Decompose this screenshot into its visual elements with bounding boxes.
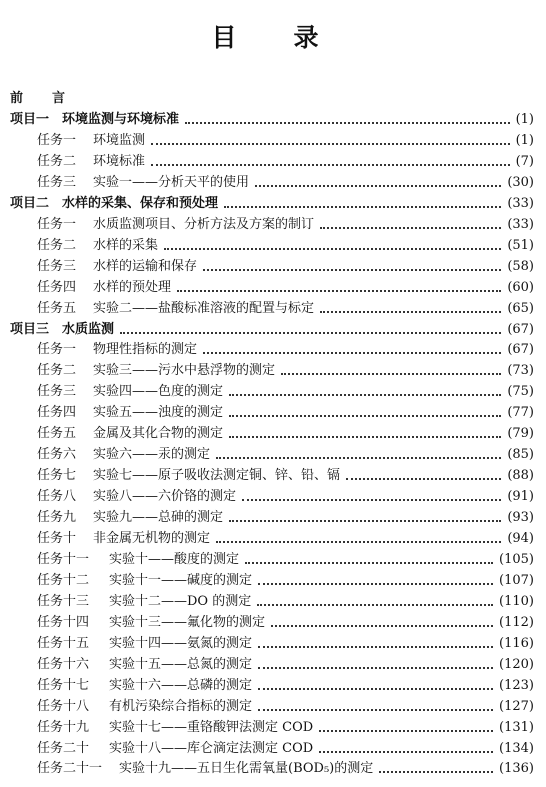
page-number: (131) — [499, 719, 534, 735]
entry-title: 实验十四——氨氮的测定 — [109, 635, 253, 651]
entry-label: 任务二 — [37, 363, 77, 379]
entry-label: 任务三 — [37, 258, 77, 274]
entry-title: 实验五——浊度的测定 — [93, 405, 224, 421]
entry-label: 任务四 — [37, 279, 77, 295]
entry-label: 任务一 — [37, 216, 77, 232]
toc-task-entry[interactable] — [0, 423, 546, 444]
toc-task-entry[interactable] — [0, 381, 546, 402]
toc-task-entry[interactable] — [0, 570, 546, 591]
entry-label: 任务七 — [37, 468, 77, 484]
preface-label: 前 言 — [10, 91, 74, 106]
entry-title: 环境监测 — [93, 132, 146, 148]
entry-title: 实验八——六价铬的测定 — [93, 489, 237, 505]
dot-leader — [120, 331, 501, 334]
entry-label: 任务十三 — [37, 593, 90, 609]
page-number: (93) — [507, 510, 534, 526]
dot-leader — [151, 142, 510, 145]
toc-task-entry[interactable] — [0, 758, 546, 779]
dot-leader — [258, 687, 493, 690]
entry-title: 水质监测项目、分析方法及方案的制订 — [93, 216, 315, 232]
entry-title: 水样的预处理 — [93, 279, 172, 295]
page-number: (77) — [507, 405, 534, 421]
entry-label: 任务八 — [37, 489, 77, 505]
entry-title: 实验十二——DO 的测定 — [109, 593, 252, 609]
toc-task-entry[interactable] — [0, 402, 546, 423]
dot-leader — [257, 603, 493, 606]
page-number: (33) — [507, 195, 534, 211]
page-number: (65) — [507, 300, 534, 316]
page-number: (60) — [507, 279, 534, 295]
page-number: (33) — [507, 216, 534, 232]
entry-title: 非金属无机物的测定 — [93, 531, 211, 546]
toc-task-entry[interactable] — [0, 465, 546, 486]
toc-task-entry[interactable] — [0, 444, 546, 465]
toc-task-entry[interactable] — [0, 214, 546, 235]
dot-leader — [151, 163, 510, 166]
toc-task-entry[interactable] — [0, 486, 546, 507]
dot-leader — [258, 666, 493, 669]
entry-title: 环境标准 — [93, 153, 146, 169]
toc-task-entry[interactable] — [0, 339, 546, 360]
entry-title: 实验一——分析天平的使用 — [93, 174, 250, 190]
entry-label: 任务四 — [37, 405, 77, 421]
dot-leader — [203, 268, 501, 271]
entry-title: 水样的采集 — [93, 237, 159, 253]
dot-leader — [242, 498, 501, 501]
page-number: (79) — [507, 426, 534, 442]
entry-title: 实验十五——总氮的测定 — [109, 656, 253, 672]
entry-label: 任务十五 — [37, 635, 90, 651]
dot-leader — [258, 645, 493, 648]
dot-leader — [281, 372, 501, 375]
page-number: (1) — [515, 132, 534, 148]
toc-task-entry[interactable] — [0, 654, 546, 675]
dot-leader — [185, 121, 510, 124]
dot-leader — [229, 414, 501, 417]
page-number: (1) — [515, 112, 534, 127]
toc-project-entry[interactable] — [0, 109, 546, 130]
dot-leader — [245, 561, 493, 564]
page-number: (123) — [499, 677, 534, 693]
dot-leader — [379, 770, 493, 773]
entry-title: 水质监测 — [62, 321, 115, 337]
entry-label: 任务十 — [37, 531, 77, 546]
entry-label: 任务二 — [37, 237, 77, 253]
dot-leader — [319, 729, 493, 732]
toc-task-entry[interactable] — [0, 738, 546, 759]
entry-title: 实验十一——碱度的测定 — [109, 572, 253, 588]
page-number: (75) — [507, 384, 534, 400]
dot-leader — [346, 477, 501, 480]
toc-task-entry[interactable] — [0, 675, 546, 696]
entry-title: 实验十三——氟化物的测定 — [109, 614, 266, 630]
page-number: (91) — [507, 489, 534, 505]
page-number: (67) — [507, 342, 534, 358]
dot-leader — [255, 184, 501, 187]
dot-leader — [271, 624, 493, 627]
dot-leader — [203, 351, 501, 354]
entry-title: 实验六——汞的测定 — [93, 447, 211, 463]
entry-label: 任务十二 — [37, 572, 90, 588]
page-number: (127) — [499, 698, 534, 714]
toc-task-entry[interactable] — [0, 130, 546, 151]
page-number: (116) — [499, 635, 534, 651]
entry-title: 实验十九——五日生化需氧量(BOD₅)的测定 — [119, 761, 374, 777]
toc-task-entry[interactable] — [0, 528, 546, 549]
entry-title: 水样的运输和保存 — [93, 258, 198, 274]
toc-task-entry[interactable] — [0, 360, 546, 381]
entry-label: 任务十六 — [37, 656, 90, 672]
dot-leader — [258, 708, 493, 711]
page-number: (67) — [507, 321, 534, 337]
entry-title: 实验十六——总磷的测定 — [109, 677, 253, 693]
entry-label: 任务六 — [37, 447, 77, 463]
page-number: (94) — [507, 531, 534, 546]
entry-title: 实验十八——库仑滴定法测定 COD — [109, 740, 314, 756]
entry-label: 任务二 — [37, 153, 77, 169]
dot-leader — [216, 456, 501, 459]
entry-label: 任务十八 — [37, 698, 90, 714]
toc-task-entry[interactable] — [0, 256, 546, 277]
toc-task-entry[interactable] — [0, 717, 546, 738]
toc-task-entry[interactable] — [0, 549, 546, 570]
page-number: (112) — [499, 614, 534, 630]
dot-leader — [164, 247, 501, 250]
toc-preface[interactable] — [10, 88, 530, 109]
entry-label: 任务十九 — [37, 719, 90, 735]
entry-title: 物理性指标的测定 — [93, 342, 198, 358]
dot-leader — [224, 205, 501, 208]
toc-task-entry[interactable] — [0, 612, 546, 633]
entry-title: 实验二——盐酸标准溶液的配置与标定 — [93, 300, 315, 316]
toc-task-entry[interactable] — [0, 235, 546, 256]
entry-label: 任务十四 — [37, 614, 90, 630]
dot-leader — [320, 310, 501, 313]
entry-label: 任务一 — [37, 132, 77, 148]
dot-leader — [229, 435, 501, 438]
dot-leader — [216, 540, 501, 543]
entry-title: 实验七——原子吸收法测定铜、锌、铅、镉 — [93, 468, 341, 484]
entry-title: 实验四——色度的测定 — [93, 384, 224, 400]
toc-task-entry[interactable] — [0, 633, 546, 654]
toc-task-entry[interactable] — [0, 298, 546, 319]
toc-task-entry[interactable] — [0, 591, 546, 612]
dot-leader — [229, 393, 501, 396]
toc-task-entry[interactable] — [0, 151, 546, 172]
entry-title: 实验三——污水中悬浮物的测定 — [93, 363, 276, 379]
page-number: (30) — [507, 174, 534, 190]
dot-leader — [319, 750, 493, 753]
page-number: (134) — [499, 740, 534, 756]
entry-label: 项目三 — [10, 321, 50, 337]
entry-title: 金属及其化合物的测定 — [93, 426, 224, 442]
page-number: (120) — [499, 656, 534, 672]
page-number: (51) — [507, 237, 534, 253]
page-number: (7) — [515, 153, 534, 169]
dot-leader — [258, 582, 493, 585]
entry-title: 实验十——酸度的测定 — [109, 551, 240, 567]
toc-task-entry[interactable] — [0, 507, 546, 528]
page-number: (110) — [499, 593, 534, 609]
entry-title: 环境监测与环境标准 — [62, 112, 180, 127]
page-number: (73) — [507, 363, 534, 379]
page-number: (105) — [499, 551, 534, 567]
entry-label: 任务五 — [37, 426, 77, 442]
entry-label: 任务一 — [37, 342, 77, 358]
page-number: (107) — [499, 572, 534, 588]
entry-label: 任务三 — [37, 174, 77, 190]
toc-project-entry[interactable] — [0, 193, 546, 214]
dot-leader — [320, 226, 501, 229]
entry-title: 实验十七——重铬酸钾法测定 COD — [109, 719, 314, 735]
entry-label: 任务十一 — [37, 551, 90, 567]
entry-label: 任务十七 — [37, 677, 90, 693]
dot-leader — [229, 519, 501, 522]
toc-project-entry[interactable] — [0, 319, 546, 340]
entry-title: 有机污染综合指标的测定 — [109, 698, 253, 714]
entry-label: 任务五 — [37, 300, 77, 316]
page-number: (136) — [499, 761, 534, 777]
page-number: (58) — [507, 258, 534, 274]
entry-label: 任务二十 — [37, 740, 90, 756]
dot-leader — [177, 289, 501, 292]
page-title: 目 录 — [211, 23, 335, 52]
entry-label: 项目二 — [10, 195, 50, 211]
entry-label: 项目一 — [10, 112, 50, 127]
toc-task-entry[interactable] — [0, 172, 546, 193]
entry-label: 任务九 — [37, 510, 77, 526]
entry-label: 任务二十一 — [37, 761, 103, 777]
toc-task-entry[interactable] — [0, 696, 546, 717]
entry-title: 实验九——总砷的测定 — [93, 510, 224, 526]
page-number: (88) — [507, 468, 534, 484]
entry-title: 水样的采集、保存和预处理 — [62, 195, 219, 211]
toc-task-entry[interactable] — [0, 277, 546, 298]
page-number: (85) — [507, 447, 534, 463]
entry-label: 任务三 — [37, 384, 77, 400]
